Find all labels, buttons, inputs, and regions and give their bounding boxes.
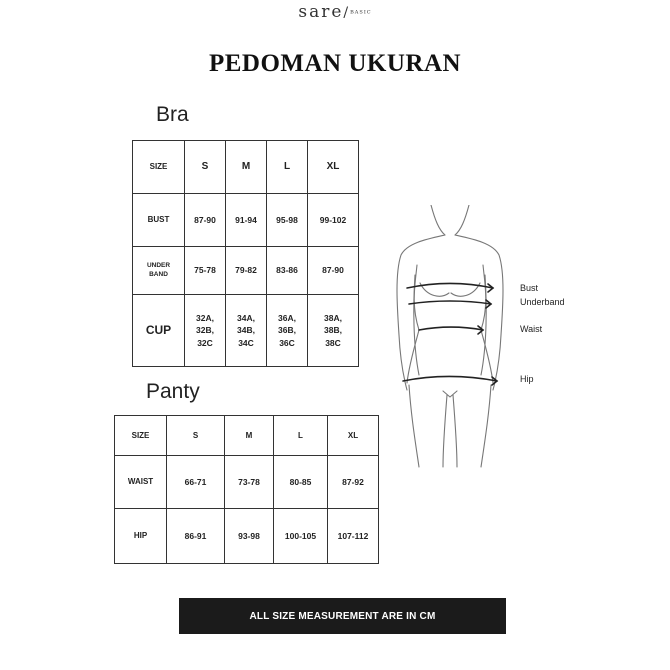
table-cell: 107-112	[328, 509, 379, 564]
panty-row-label-waist: WAIST	[115, 456, 167, 509]
neck-left-outline	[431, 205, 445, 235]
figure-label-waist: Waist	[520, 324, 543, 334]
table-row	[133, 295, 359, 367]
table-cell: 86-91	[167, 509, 225, 564]
table-cell: 95-98	[267, 194, 308, 247]
panty-header-size: SIZE	[115, 416, 167, 456]
table-cell	[308, 295, 359, 367]
bra-header-m: M	[226, 141, 267, 194]
bra-row-label-underband	[133, 247, 185, 295]
bra-header-l: L	[267, 141, 308, 194]
underband-label-text: UNDER BAND	[146, 262, 171, 278]
cup-values-l: 36A, 36B, 36C	[278, 313, 296, 348]
left-leg-outer	[409, 385, 419, 467]
table-cell	[185, 295, 226, 367]
brand-logo	[0, 2, 670, 22]
table-cell: 73-78	[225, 456, 274, 509]
panty-size-table	[114, 415, 379, 564]
table-cell: 87-92	[328, 456, 379, 509]
panty-header-s: S	[167, 416, 225, 456]
brand-sub: BASIC	[350, 9, 372, 16]
brand-slash: /	[343, 5, 351, 21]
bra-row-label-bust: BUST	[133, 194, 185, 247]
table-cell: 91-94	[226, 194, 267, 247]
figure-label-hip: Hip	[520, 374, 534, 384]
bra-size-table	[132, 140, 359, 367]
table-cell: 99-102	[308, 194, 359, 247]
table-row	[115, 416, 379, 456]
left-leg-inner	[443, 395, 447, 467]
panty-section-label: Panty	[146, 380, 200, 403]
panty-header-xl: XL	[328, 416, 379, 456]
cup-values-s: 32A, 32B, 32C	[196, 313, 214, 348]
figure-label-underband: Underband	[520, 297, 565, 307]
panty-header-m: M	[225, 416, 274, 456]
table-cell	[267, 295, 308, 367]
bra-header-xl: XL	[308, 141, 359, 194]
table-cell: 87-90	[308, 247, 359, 295]
body-measurement-figure	[385, 205, 585, 470]
waist-measure-line	[419, 327, 483, 330]
right-leg-outer	[481, 385, 491, 467]
table-cell: 66-71	[167, 456, 225, 509]
cup-values-xl: 38A, 38B, 38C	[324, 313, 342, 348]
crotch-outline	[443, 391, 457, 397]
table-cell: 75-78	[185, 247, 226, 295]
bra-header-size: SIZE	[133, 141, 185, 194]
table-row	[133, 194, 359, 247]
page-title: PEDOMAN UKURAN	[208, 50, 462, 77]
panty-row-label-hip: HIP	[115, 509, 167, 564]
table-row	[115, 509, 379, 564]
neck-right-outline	[455, 205, 469, 235]
hip-measure-line	[403, 377, 497, 382]
table-cell: 93-98	[225, 509, 274, 564]
bra-header-s: S	[185, 141, 226, 194]
table-cell: 100-105	[274, 509, 328, 564]
bra-row-label-cup: CUP	[133, 295, 185, 367]
table-cell: 83-86	[267, 247, 308, 295]
table-row	[133, 141, 359, 194]
table-row	[115, 456, 379, 509]
figure-label-bust: Bust	[520, 283, 539, 293]
table-cell: 87-90	[185, 194, 226, 247]
table-cell	[226, 295, 267, 367]
bust-measure-line	[407, 284, 493, 289]
cup-values-m: 34A, 34B, 34C	[237, 313, 255, 348]
table-row	[133, 247, 359, 295]
table-cell: 80-85	[274, 456, 328, 509]
bra-section-label: Bra	[156, 103, 189, 126]
measurement-unit-banner: ALL SIZE MEASUREMENT ARE IN CM	[179, 598, 506, 634]
right-arm-outline	[455, 235, 503, 390]
underband-measure-line	[409, 301, 491, 304]
table-cell: 79-82	[226, 247, 267, 295]
brand-name: sare	[298, 2, 344, 22]
right-leg-inner	[453, 395, 457, 467]
left-arm-outline	[397, 235, 445, 390]
panty-header-l: L	[274, 416, 328, 456]
